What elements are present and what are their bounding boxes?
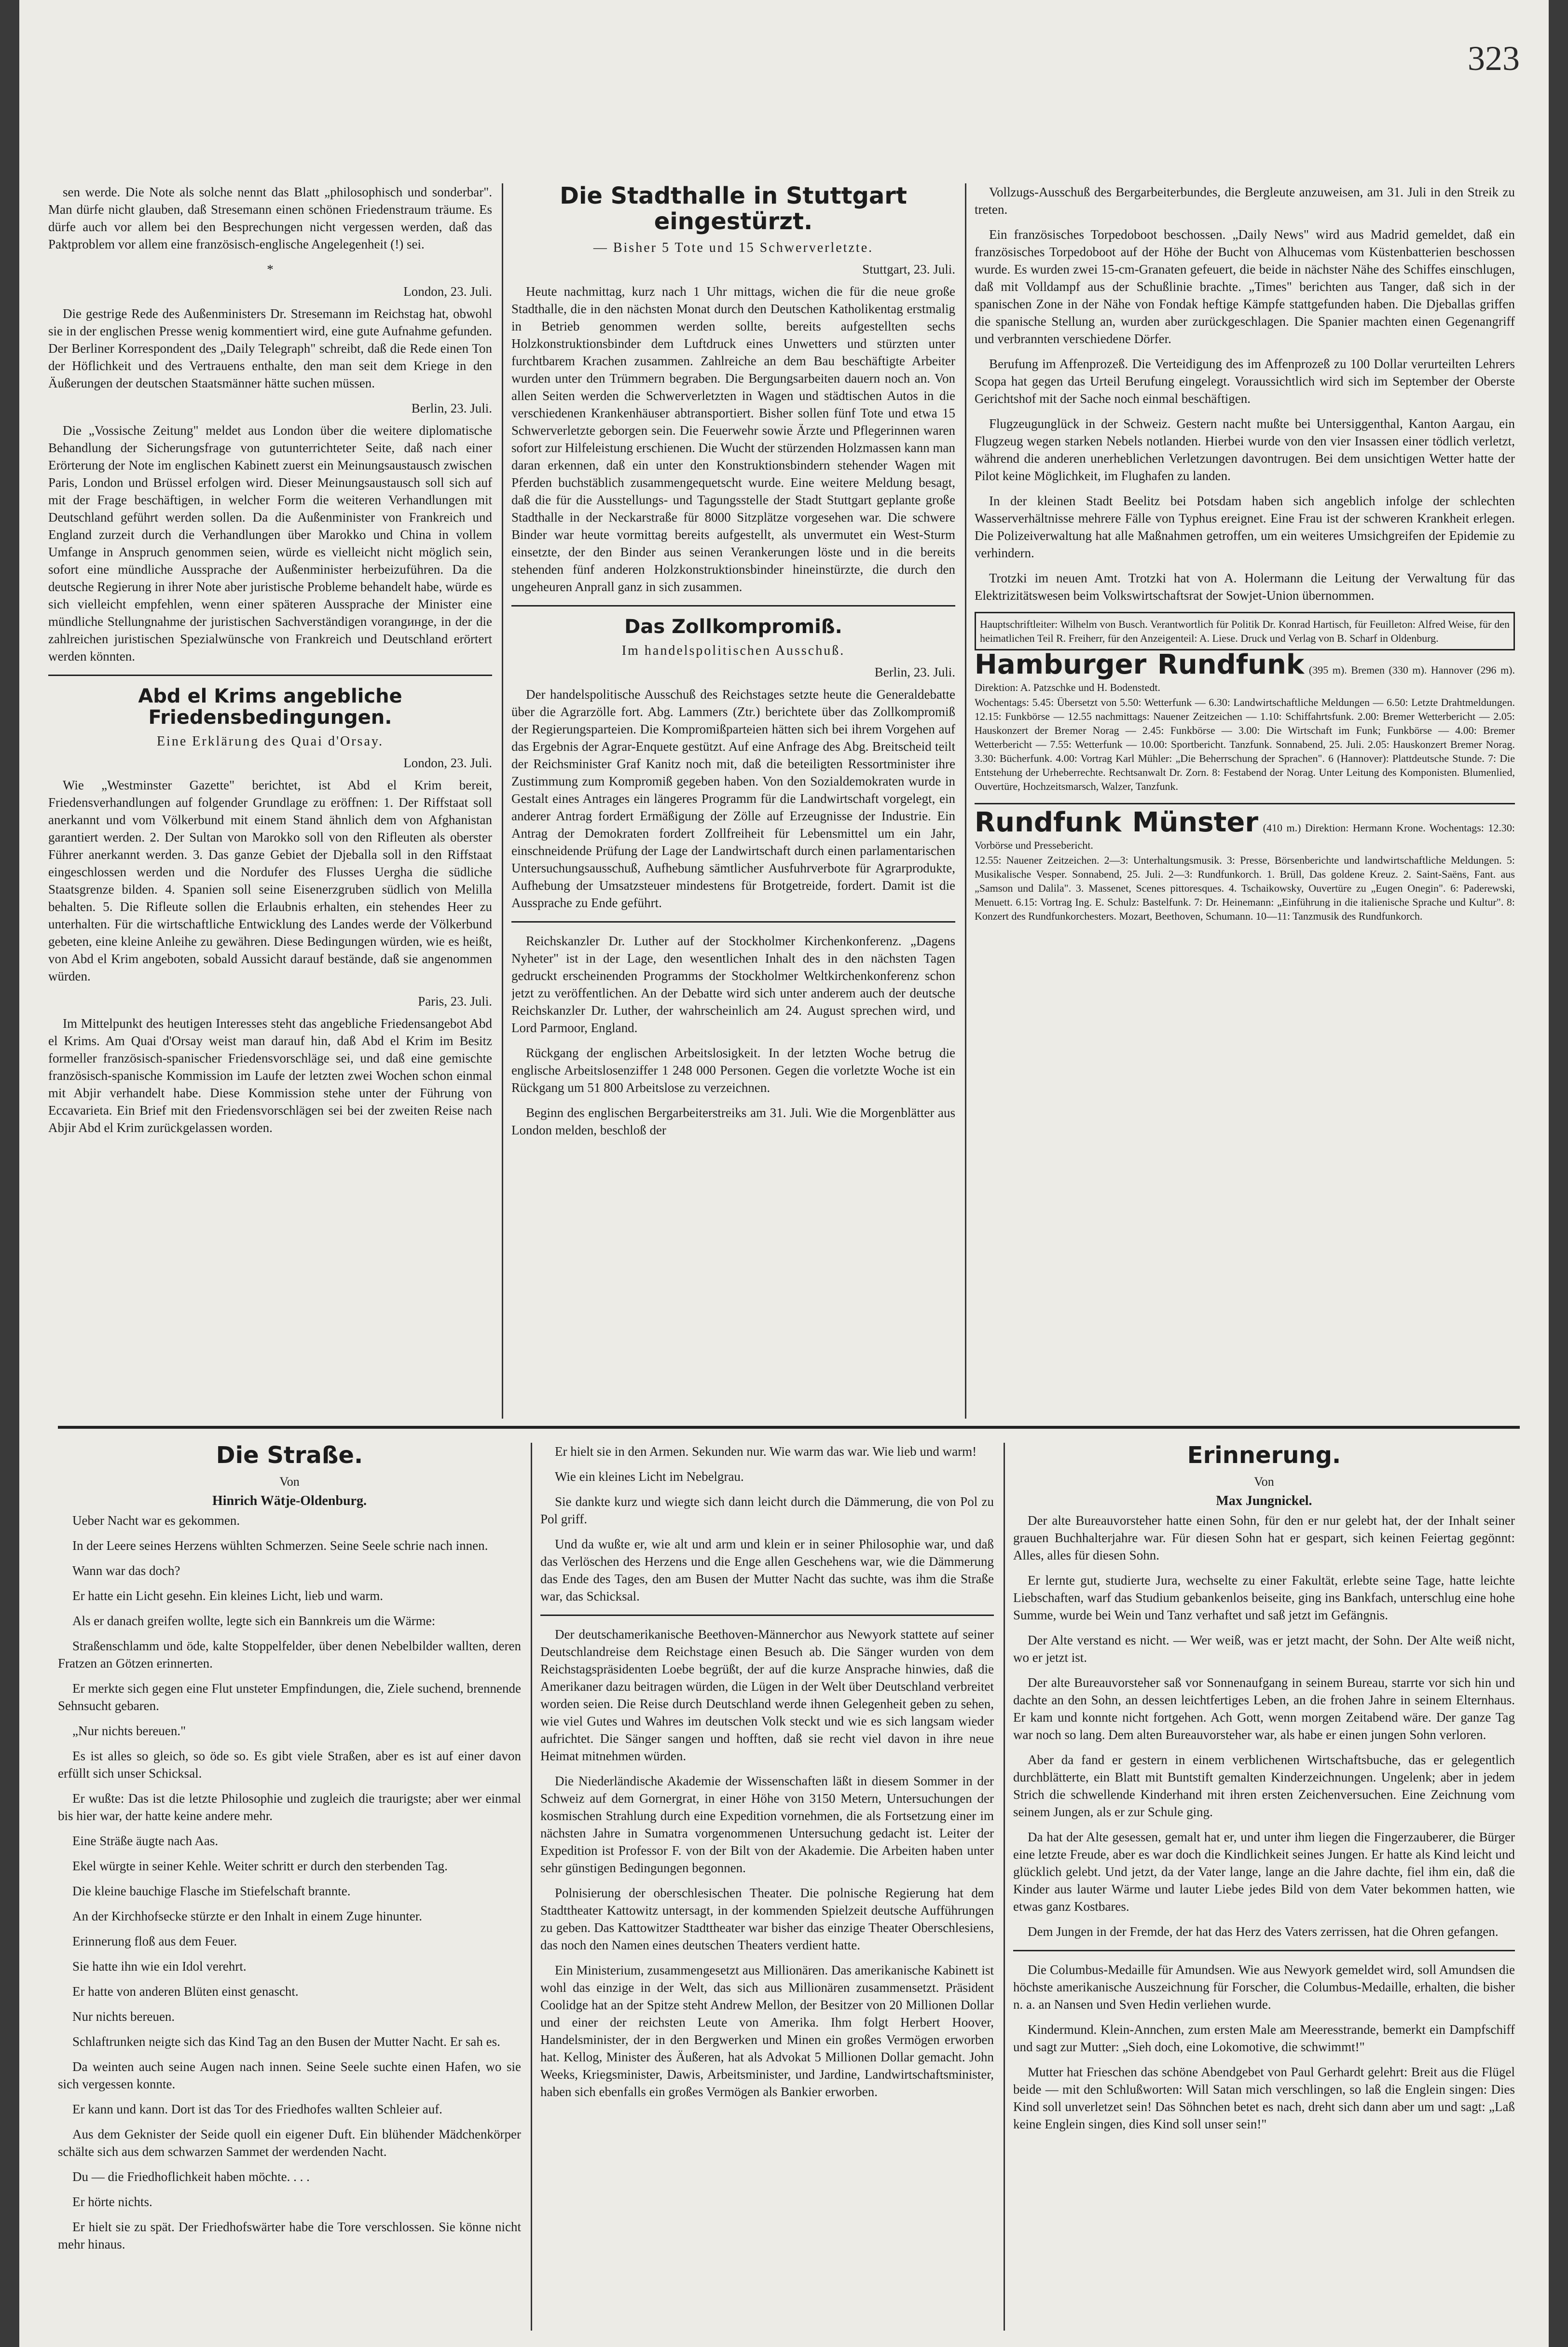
story-text: Eine Sträße äugte nach Aas. xyxy=(72,1833,219,1848)
story-text: Ekel würgte in seiner Kehle. Weiter schritt er durch den sterbenden Tag. xyxy=(72,1858,448,1873)
radio-program: Wochentags: 5.45: Übersetzt von 5.50: Wetterfunk — 6.30: Landwirtschaftliche Meldungen — 6.50: Letzte Drahtmeldungen. 12.15: Funkbörse — 12.55 nachmittags: Nauener Zeitzeichen — 1.10: Schiffahrtsfunk. 2.00: Bremer Wetterbericht — 2.05: Hauskonzert der Bremer Norag — 2.45: Funkbörse — 3.00: Die Wirtschaft im Funk; Funkbörse — 4.00: Bremer Wetterbericht — 7.55: Wetterfunk — 10.00: Sportbericht. Tanzfunk. Sonnabend, 25. Juli. 2.05: Hauskonzert Bremer Norag. 3.30: Bücherfunk. 4.00: Vortrag Karl Mühler: „Die Beherrschung der Sprachen". 6 (Hannover): Plattdeutsche Stunde. 7: Die Entstehung der Urheberrechte. Rechtsanwalt Dr. Zorn. 8: Festabend der Norag. Unter Leitung des Komponisten. Blumenlied, Ouvertüre, Hochzeitsmarsch, Walzer, Tanzfunk. xyxy=(975,696,1515,792)
divider xyxy=(511,605,955,607)
story-text: Es ist alles so gleich, so öde so. Es gibt viele Straßen, aber es ist auf einer davon erfüllt sich unser Schicksal. xyxy=(58,1748,521,1781)
story-text: Dem Jungen in der Fremde, der hat das Herz des Vaters zerrissen, hat die Ohren gefangen. xyxy=(1028,1924,1499,1939)
radio-listing-hamburg xyxy=(975,649,1515,793)
article-text: Trotzki im neuen Amt. Trotzki hat von A. Holermann die Leitung der Verwaltung für das Elektrizitätswesen beim Volkswirtschaftsrat der Sowjet-Union übernommen. xyxy=(975,571,1515,603)
story-text: Die kleine bauchige Flasche im Stiefelschaft brannte. xyxy=(72,1883,351,1898)
article-text: Rückgang der englischen Arbeitslosigkeit. In der letzten Woche betrug die englische Arbeitslosenziffer 1 248 000 Personen. Gegen die vorletzte Woche ist ein Rückgang um 51 800 Arbeitslose zu verzeichnen. xyxy=(511,1045,955,1095)
story-text: Wie ein kleines Licht im Nebelgrau. xyxy=(555,1469,744,1484)
column-4 xyxy=(58,1443,521,2331)
article-text: In der kleinen Stadt Beelitz bei Potsdam haben sich angeblich infolge der schlechten Wasserverhältnisse mehrere Fälle von Typhus ereignet. Eine Frau ist der schweren Krankheit erlegen. Die Polizeiverwaltung hat alle Maßnahmen getroffen, um ein weiteres Umsichgreifen der Epidemie zu verhindern. xyxy=(975,494,1515,560)
story-text: Schlaftrunken neigte sich das Kind Tag an den Busen der Mutter Nacht. Er sah es. xyxy=(72,2034,500,2049)
story-text: Er hielt sie zu spät. Der Friedhofswärter habe die Tore verschlossen. Sie könne nicht mehr hinaus. xyxy=(58,2219,521,2251)
radio-program: 12.55: Nauener Zeitzeichen. 2—3: Unterhaltungsmusik. 3: Presse, Börsenberichte und landwirtschaftliche Meldungen. 5: Musikalische Vesper. Sonnabend, 25. Juli. 2—3: Rundfunkorch. 1. Brüll, Das goldene Kreuz. 2. Saint-Saëns, Fant. aus „Samson und Dalila". 3. Massenet, Scenes pittoresques. 4. Tschaikowsky, Ouvertüre zu „Eugen Onegin". 6: Paderewski, Menuett. 6.15: Vortrag Ing. E. Schulz: Bastelfunk. 7: Dr. Heinemann: „Einführung in die italienische Sprache und Kultur". 8: Konzert des Rundfunkorchesters. Mozart, Beethoven, Schumann. 10—11: Tanzmusik des Rundfunkorch. xyxy=(975,854,1515,922)
author: Max Jungnickel. xyxy=(1216,1493,1312,1508)
divider xyxy=(1013,1950,1515,1951)
article-text: Im Mittelpunkt des heutigen Interesses steht das angebliche Friedensangebot Abd el Krims. Am Quai d'Orsay weist man darauf hin, daß Abd el Krim im Besitz formeller französisch-spanischer Friedensvorschläge sei, und daß eine gemischte französisch-spanische Kommission im Laufe der letzten zwei Wochen schon einmal mit Abjir verhandelt habe. Diese Kommission stehe unter der Führung von Eccavarieta. Ein Brief mit den Friedensvorschlägen sei bei der zweiten Reise nach Abjir Abd el Krim zurückgelassen worden. xyxy=(48,1016,492,1135)
column-rule xyxy=(502,183,503,1419)
article-text: Kindermund. Klein-Annchen, zum ersten Male am Meeresstrande, bemerkt ein Dampfschiff und sagt zur Mutter: „Sieh doch, eine Lokomotive, die schwimmt!" xyxy=(1013,2022,1515,2054)
story-text: Und da wußte er, wie alt und arm und klein er in seiner Philosophie war, und daß das Verlöschen des Herzens und die Enge allen Geschehens war, wie die Dämmerung das Ende des Tages, den am Busen der Mutter Nacht das suchte, was ihm die Straße war, das Schicksal. xyxy=(540,1537,994,1603)
radio-title: Rundfunk Münster xyxy=(975,807,1258,838)
story-title: Erinnerung. xyxy=(1187,1443,1341,1469)
dateline: London, 23. Juli. xyxy=(403,756,492,770)
column-3 xyxy=(975,183,1515,1419)
story-text: Er hörte nichts. xyxy=(72,2194,152,2209)
article-text: Flugzeugunglück in der Schweiz. Gestern nacht mußte bei Untersiggenthal, Kanton Aargau, ein Flugzeug wegen starken Nebels notlanden. Hierbei wurde von den vier Insassen einer tödlich verletzt, während die anderen unerheblichen Verletzungen davontrugen. Bei dem unsichtigen Wetter hatte der Pilot keine Möglichkeit, im Flughafen zu landen. xyxy=(975,416,1515,483)
story-text: „Nur nichts bereuen." xyxy=(72,1723,186,1738)
article-text: Die gestrige Rede des Außenministers Dr. Stresemann im Reichstag hat, obwohl sie in der englischen Presse wenig kommentiert wird, eine gute Aufnahme gefunden. Der Berliner Korrespondent des „Daily Telegraph" schreibt, daß die Rede einen Ton der Höflichkeit und des Vertrauens enthalte, den man seit dem Kriege in den Äußerungen der deutschen Staatsmänner hätte suchen müssen. xyxy=(48,306,492,390)
article-text: Ein Ministerium, zusammengesetzt aus Millionären. Das amerikanische Kabinett ist wohl das einzige in der Welt, das sich aus Millionären zusammensetzt. Präsident Coolidge hat an der Spitze steht Andrew Mellon, der Besitzer von 20 Millionen Dollar und einer der reichsten Leute von Amerika. Ihm folgt Herbert Hoover, Handelsminister, der in den Bergwerken und Minen ein großes Vermögen erworben hat. Kellog, Minister des Äußeren, hat als Advokat 5 Millionen Dollar gemacht. John Weeks, Kriegsminister, Dawis, Arbeitsminister, und Jardine, Landwirtschaftsminister, haben sich ebenfalls ein großes Vermögen als Bankier erworben. xyxy=(540,1963,994,2099)
section-divider xyxy=(58,1426,1520,1429)
article-text: Ein französisches Torpedoboot beschossen. „Daily News" wird aus Madrid gemeldet, daß ein französisches Torpedoboot auf der Höhe der Bucht von Alhucemas vom Küstenbatterien beschossen wurde. Es wurden zwei 15-cm-Granaten gefeuert, die beide in nächster Nähe des Schiffes einschlugen, daß mit Volldampf aus der Schußlinie brachte. „Times" berichten aus Tanger, daß sich in der spanischen Zone in der Nähe von Fondak heftige Kämpfe stattgefunden haben. Die Djeballas griffen die spanische Stellung an, wurden aber zurückgeschlagen. Die Spanier machten einen Gegenangriff und verbrannten verschiedene Dörfer. xyxy=(975,227,1515,346)
byline-von: Von xyxy=(1254,1474,1274,1489)
story-text: An der Kirchhofsecke stürzte er den Inhalt in einem Zuge hinunter. xyxy=(72,1908,422,1923)
dateline: Berlin, 23. Juli. xyxy=(874,664,955,679)
article-headline: Die Stadthalle in Stuttgart eingestürzt. xyxy=(560,183,907,235)
story-text: Ueber Nacht war es gekommen. xyxy=(72,1513,240,1528)
story-text: Aus dem Geknister der Seide quoll ein eigener Duft. Ein blühender Mädchenkörper schälte sich aus dem schwarzen Sammet der werdenden Nacht. xyxy=(58,2126,521,2159)
story-text: Als er danach greifen wollte, legte sich ein Bannkreis um die Wärme: xyxy=(72,1613,436,1628)
article-text: Die „Vossische Zeitung" meldet aus London über die weitere diplomatische Behandlung der Sicherungsfrage von gutunterrichteter Seite, daß nach einer Erörterung der Note im englischen Kabinett zuerst ein Meinungsaustausch zwischen Paris, London und Brüssel erfolgen wird. Dieser Meinungsaustausch soll sich auf mit der Frage beschäftigen, in welcher Form die weiteren Verhandlungen mit Deutschland geführt werden sollen. Da die Außenminister von Frankreich und England zurzeit durch die Verhandlungen über Marokko und China in vollem Umfange in Anspruch genommen seien, würde es vielleicht nicht möglich sein, sofort eine mündliche Aussprache der Außenminister herbeizuführen. Da die deutsche Regierung in ihrer Note aber juristische Probleme behandelt habe, würde es sich vielleicht empfehlen, wenn einer späteren Aussprache der Minister eine mündliche Stellungnahme der juristischen Sachverständigen vorangинge, in der die zahlreichen juristischen Spezialwünsche von Frankreich und Deutschland erörtert werden könnten. xyxy=(48,423,492,663)
radio-listing-muenster xyxy=(975,807,1515,923)
divider xyxy=(511,921,955,923)
article-text: Die Columbus-Medaille für Amundsen. Wie aus Newyork gemeldet wird, soll Amundsen die höchste amerikanische Auszeichnung für Forscher, die Columbus-Medaille, erhalten, die bisher n. a. an Nansen und Sven Hedin verliehen wurde. xyxy=(1013,1962,1515,2012)
story-text: Da weinten auch seine Augen nach innen. Seine Seele suchte einen Hafen, wo sie sich vergessen konnte. xyxy=(58,2059,521,2091)
article-text: Wie „Westminster Gazette" berichtet, ist Abd el Krim bereit, Friedensverhandlungen auf folgender Grundlage zu eröffnen: 1. Der Riffstaat soll anerkannt und vom Völkerbund mit einem Stand ähnlich dem von Afghanistan garantiert werden. 2. Der Sultan von Marokko soll von den Rifleuten als oberster Führer anerkannt werden. 3. Das ganze Gebiet der Djeballa soll in den Riffstaat eingeschlossen werden und die Nordufer des Flusses Uergha die südliche Staatsgrenze bilden. 4. Spanien soll seine Eisenerzgruben südlich von Melilla behalten. 5. Die Rifleute sollen die Erlaubnis erhalten, ein stehendes Heer zu unterhalten. Für die wirtschaftliche Entwicklung des Landes werde der Völkerbund gebeten, eine kleine Anleihe zu gewähren. Diese Bedingungen würden, wie es heißt, von Abd el Krim angeboten, sobald Aussicht darauf bestände, daß sie angenommen würden. xyxy=(48,778,492,983)
article-text: Heute nachmittag, kurz nach 1 Uhr mittags, wichen die für die neue große Stadthalle, die in den nächsten Monat durch den Deutschen Katholikentag erstmalig in Betrieb genommen werden sollte, bereits aufgestellten sechs Holzkonstruktionsbinder dem Luftdruck eines Unwetters und stürzten unter furchtbarem Krachen zusammen. Zahlreiche an dem Bau beschäftigte Arbeiter wurden unter den Trümmern begraben. Die Bergungsarbeiten dauern noch an. Von allen Seiten werden die Schwerverletzten in Wagen und städtischen Autos in die verschiedenen Krankenhäuser abtransportiert. Bisher sollen fünf Tote und etwa 15 Schwerverletzte geborgen sein. Die Feuerwehr sowie Ärzte und Pflegerinnen waren sofort zur Hilfeleistung erschienen. Die Wucht der stürzenden Holzmassen kann man daran erkennen, daß ein unter den Konstruktionsbindern stehender Wagen mit Pferden buchstäblich zusammengequetscht wurde. Eine weitere Meldung besagt, daß die für die Ausstellungs- und Tagungsstelle der Stadt Stuttgart geplante große Stadthalle in der Neckarstraße für 8000 Sitzplätze vorgesehen war. Die schwere Binder war heute vormittag bereits aufgestellt, als unvermutet ein West-Sturm einsetzte, der den Binder aus seinen Verankerungen löste und in die bereits stehenden fünf anderen Holzkonstruktionsbinder hineinstürzte, die durch den ungeheuren Anprall ganz in sich zusammen. xyxy=(511,284,955,594)
article-text: Der handelspolitische Ausschuß des Reichstages setzte heute die Generaldebatte über die Agrarzölle fort. Abg. Lammers (Ztr.) berichtete über das Zollkompromiß der Regierungsparteien. Die Kompromißparteien hätten sich bei ihrem Vorgehen auf das Ergebnis der Agrar-Enquete gestützt. Auf eine Anfrage des Abg. Breitscheid teilt der Reichsminister Graf Kanitz noch mit, daß die beteiligten Ressortminister ihre Zustimmung zum Kompromiß gegeben haben. Von den Sozialdemokraten wurde in Gestalt eines Antrages ein längeres Programm für die Landwirtschaft vorgelegt, ein anderer Antrag fordert Ermäßigung der Zölle auf Erzeugnisse der Industrie. Ein Antrag der Demokraten fordert Zollfreiheit für Lebensmittel um ein Jahr, einschneidende Prüfung der Lage der Landwirtschaft durch einen parlamentarischen Untersuchungsausschuß, Aufhebung sämtlicher Ausfuhrverbote für Agrarprodukte, Aufhebung der Umsatzsteuer mindestens für Brotgetreide, fordert. Damit ist die Aussprache zu Ende geführt. xyxy=(511,687,955,910)
story-text: Der alte Bureauvorsteher saß vor Sonnenaufgang in seinem Bureau, starrte vor sich hin und dachte an den Sohn, an dessen leichtfertiges Leben, an die frohen Jahre in seinem Elternhaus. Er kam und konnte nicht fortgehen. Ach Gott, wenn morgen Zeitabend wäre. Der ganze Tag war noch so lang. Dem alten Bureauvorsteher war, als habe er einen jungen Sohn verloren. xyxy=(1013,1675,1515,1742)
column-rule xyxy=(1004,1443,1005,2331)
story-text: Aber da fand er gestern in einem verblichenen Wirtschaftsbuche, das er gelegentlich durchblätterte, ein Blatt mit Buntstift gemalten Kinderzeichnungen. Ungelenk; aber in jedem Strich die schwellende Kinderhand mit ihren ersten Zeichenversuchen. Eine Zeichnung vom seinem Jungen, als er zur Schule ging. xyxy=(1013,1752,1515,1819)
column-rule xyxy=(531,1443,532,2331)
page-number: 323 xyxy=(1468,39,1520,78)
article-text: Reichskanzler Dr. Luther auf der Stockholmer Kirchenkonferenz. „Dagens Nyheter" ist in der Lage, den wesentlichen Inhalt des in den nächsten Tagen gedruckt erscheinenden Programms der Stockholmer Weltkirchenkonferenz schon jetzt zu veröffentlichen. An der Debatte wird sich unter anderem auch der deutsche Reichskanzler Dr. Luther, der wahrscheinlich am 24. August sprechen wird, und Lord Parmoor, England. xyxy=(511,933,955,1035)
divider xyxy=(540,1615,994,1616)
story-text: Der alte Bureauvorsteher hatte einen Sohn, für den er nur gelebt hat, der der Inhalt seiner grauen Buchhalterjahre war. Für diesen Sohn hat er gespart, sich keinen Feiertag gegönnt: Alles, alles für diesen Sohn. xyxy=(1013,1513,1515,1562)
article-headline: Abd el Krims angebliche Friedensbedingungen. xyxy=(138,685,402,729)
article-subheadline: Eine Erklärung des Quai d'Orsay. xyxy=(156,734,384,749)
article-text: Berufung im Affenprozeß. Die Verteidigung des im Affenprozeß zu 100 Dollar verurteilten Lehrers Scopa hat gegen das Urteil Berufung eingelegt. Voraussichtlich wird sich im September der Oberste Gerichtshof mit der Sache noch einmal beschäftigen. xyxy=(975,357,1515,406)
article-text: Der deutschamerikanische Beethoven-Männerchor aus Newyork stattete auf seiner Deutschlandreise dem Reichstage einen Besuch ab. Die Sänger wurden von dem Reichstagspräsidenten Loebe begrüßt, der auf die kurze Ansprache hinwies, daß die Amerikaner dazu beitragen würden, die Lügen in der Welt über Deutschland verbreitet worden seien. Die Reise durch Deutschland werde ihnen Gelegenheit geben zu sehen, wie viel Gutes und Wahres im deutschen Volk steckt und wie es sich langsam wieder aufrichtet. Die Sänger sangen und hofften, daß sie recht viel davon in ihre neue Heimat mitnehmen würden. xyxy=(540,1627,994,1763)
story-text: In der Leere seines Herzens wühlten Schmerzen. Seine Seele schrie nach innen. xyxy=(72,1538,488,1553)
story-text: Er hatte von anderen Blüten einst genascht. xyxy=(72,1984,299,1999)
story-text: Er hatte ein Licht gesehn. Ein kleines Licht, lieb und warm. xyxy=(72,1588,384,1603)
column-6 xyxy=(1013,1443,1515,2331)
divider xyxy=(975,803,1515,804)
story-text: Er kann und kann. Dort ist das Tor des Friedhofes wallten Schleier auf. xyxy=(72,2101,442,2116)
story-text: Da hat der Alte gesessen, gemalt hat er, und unter ihm liegen die Fingerzauberer, die Bürger eine letzte Freude, aber es war doch die Kindlichkeit seines Jungen. Er hatte als Kind leicht und glücklich gelebt. Und jetzt, da der Vater lange, lange an die Jahre dachte, fiel ihm ein, daß die Kinder aus lauter Wärme und lauter Liebe jedes Bild von dem Vater bekommen hatten, wie etwas ganz Kostbares. xyxy=(1013,1829,1515,1914)
column-rule xyxy=(965,183,966,1419)
radio-info: (410 m.) Direktion: Hermann Krone. Wochentags: 12.30: Vorbörse und Pressebericht. xyxy=(975,822,1515,851)
story-text: Erinnerung floß aus dem Feuer. xyxy=(72,1933,237,1948)
radio-info: (395 m). Bremen (330 m). Hannover (296 m). Direktion: A. Patzschke und H. Bodenstedt. xyxy=(975,664,1515,693)
story-text: Er wußte: Das ist die letzte Philosophie und zugleich die traurigste; aber wer einmal bis hier war, der hatte keine andere mehr. xyxy=(58,1791,521,1823)
article-text: Vollzugs-Ausschuß des Bergarbeiterbundes, die Bergleute anzuweisen, am 31. Juli in den Streik zu treten. xyxy=(975,185,1515,217)
dateline: Paris, 23. Juli. xyxy=(418,994,492,1008)
story-text: Sie dankte kurz und wiegte sich dann leicht durch die Dämmerung, die von Pol zu Pol griff. xyxy=(540,1494,994,1526)
article-text: Polnisierung der oberschlesischen Theater. Die polnische Regierung hat dem Stadttheater Kattowitz untersagt, in der kommenden Spielzeit deutsche Aufführungen zu geben. Das Kattowitzer Stadttheater war bisher das einzige Theater Oberschlesiens, das noch den Namen eines deutschen Theaters verdient hatte. xyxy=(540,1886,994,1952)
story-text: Der Alte verstand es nicht. — Wer weiß, was er jetzt macht, der Sohn. Der Alte weiß nicht, wo er jetzt ist. xyxy=(1013,1632,1515,1665)
story-text: Er hielt sie in den Armen. Sekunden nur. Wie warm das war. Wie lieb und warm! xyxy=(555,1444,977,1459)
article-headline: Das Zollkompromiß. xyxy=(624,615,842,638)
story-text: Straßenschlamm und öde, kalte Stoppelfelder, über denen Nebelbilder wallten, deren Fratzen an Götzen erinnerten. xyxy=(58,1638,521,1671)
imprint: Hauptschriftleiter: Wilhelm von Busch. Verantwortlich für Politik Dr. Konrad Hartisch, für Feuilleton: Alfred Weise, für den heimatlichen Teil R. Freiherr, für den Anzeigenteil: A. Liese. Druck und Verlag von B. Scharf in Oldenburg. xyxy=(975,612,1515,650)
column-1 xyxy=(48,183,492,1419)
story-text: Er lernte gut, studierte Jura, wechselte zu einer Fakultät, erlebte seine Tage, hatte leichte Liebschaften, warf das Studium gebankenlos beiseite, ging ins Bankfach, unterschlug eine hohe Summe, wurde bei Wein und Tanz verhaftet und saß jetzt im Gefängnis. xyxy=(1013,1573,1515,1622)
radio-title: Hamburger Rundfunk xyxy=(975,649,1305,680)
story-text: Nur nichts bereuen. xyxy=(72,2009,175,2024)
story-text: Er merkte sich gegen eine Flut unsteter Empfindungen, die, Ziele suchend, brennende Sehnsucht gebaren. xyxy=(58,1681,521,1713)
article-text: sen werde. Die Note als solche nennt das Blatt „philosophisch und sonderbar". Man dürfe nicht glauben, daß Stresemann einen schönen Friedenstraum träume. Es dürfe auch vor allem bei den Besprechungen nicht vergessen werden, daß das Paktproblem vor allem eine französisch-englische Angelegenheit (!) sei. xyxy=(48,185,492,251)
column-2 xyxy=(511,183,955,1419)
article-subheadline: — Bisher 5 Tote und 15 Schwerverletzte. xyxy=(593,240,874,255)
article-text: Beginn des englischen Bergarbeiterstreiks am 31. Juli. Wie die Morgenblätter aus London melden, beschloß der xyxy=(511,1105,955,1137)
separator-star: * xyxy=(267,262,274,276)
divider xyxy=(48,675,492,676)
article-text: Mutter hat Frieschen das schöne Abendgebet von Paul Gerhardt gelehrt: Breit aus die Flügel beide — mit den Schlußworten: Will Satan mich verschlingen, so laß die Englein singen: Dies Kind soll unverletzet sein! Das Söhnchen betet es nach, dreht sich dann aber um und sagt: „Laß keine Englein singen, dies Kind soll unser sein!" xyxy=(1013,2064,1515,2131)
newspaper-page xyxy=(19,0,1549,2347)
story-text: Sie hatte ihn wie ein Idol verehrt. xyxy=(72,1959,247,1974)
story-text: Du — die Friedhoflichkeit haben möchte. . . . xyxy=(72,2169,310,2184)
article-subheadline: Im handelspolitischen Ausschuß. xyxy=(621,643,845,658)
article-text: Die Niederländische Akademie der Wissenschaften läßt in diesem Sommer in der Schweiz auf dem Gornergrat, in einer Höhe von 3150 Metern, Untersuchungen der kosmischen Strahlung durch eine Expedition vornehmen, die als Fortsetzung einer im nächsten Jahre in Sumatra vorgenommenen Untersuchung gedacht ist. Leiter der Expedition ist Professor F. von der Bilt von der Akademie. Die Arbeiten haben unter sehr günstigen Bedingungen begonnen. xyxy=(540,1774,994,1875)
story-title: Die Straße. xyxy=(216,1443,363,1469)
author: Hinrich Wätje-Oldenburg. xyxy=(212,1493,367,1508)
column-5 xyxy=(540,1443,994,2331)
dateline: Berlin, 23. Juli. xyxy=(411,401,492,415)
byline-von: Von xyxy=(279,1474,300,1489)
story-text: Wann war das doch? xyxy=(72,1563,180,1578)
dateline: Stuttgart, 23. Juli. xyxy=(862,262,955,276)
dateline: London, 23. Juli. xyxy=(403,284,492,299)
